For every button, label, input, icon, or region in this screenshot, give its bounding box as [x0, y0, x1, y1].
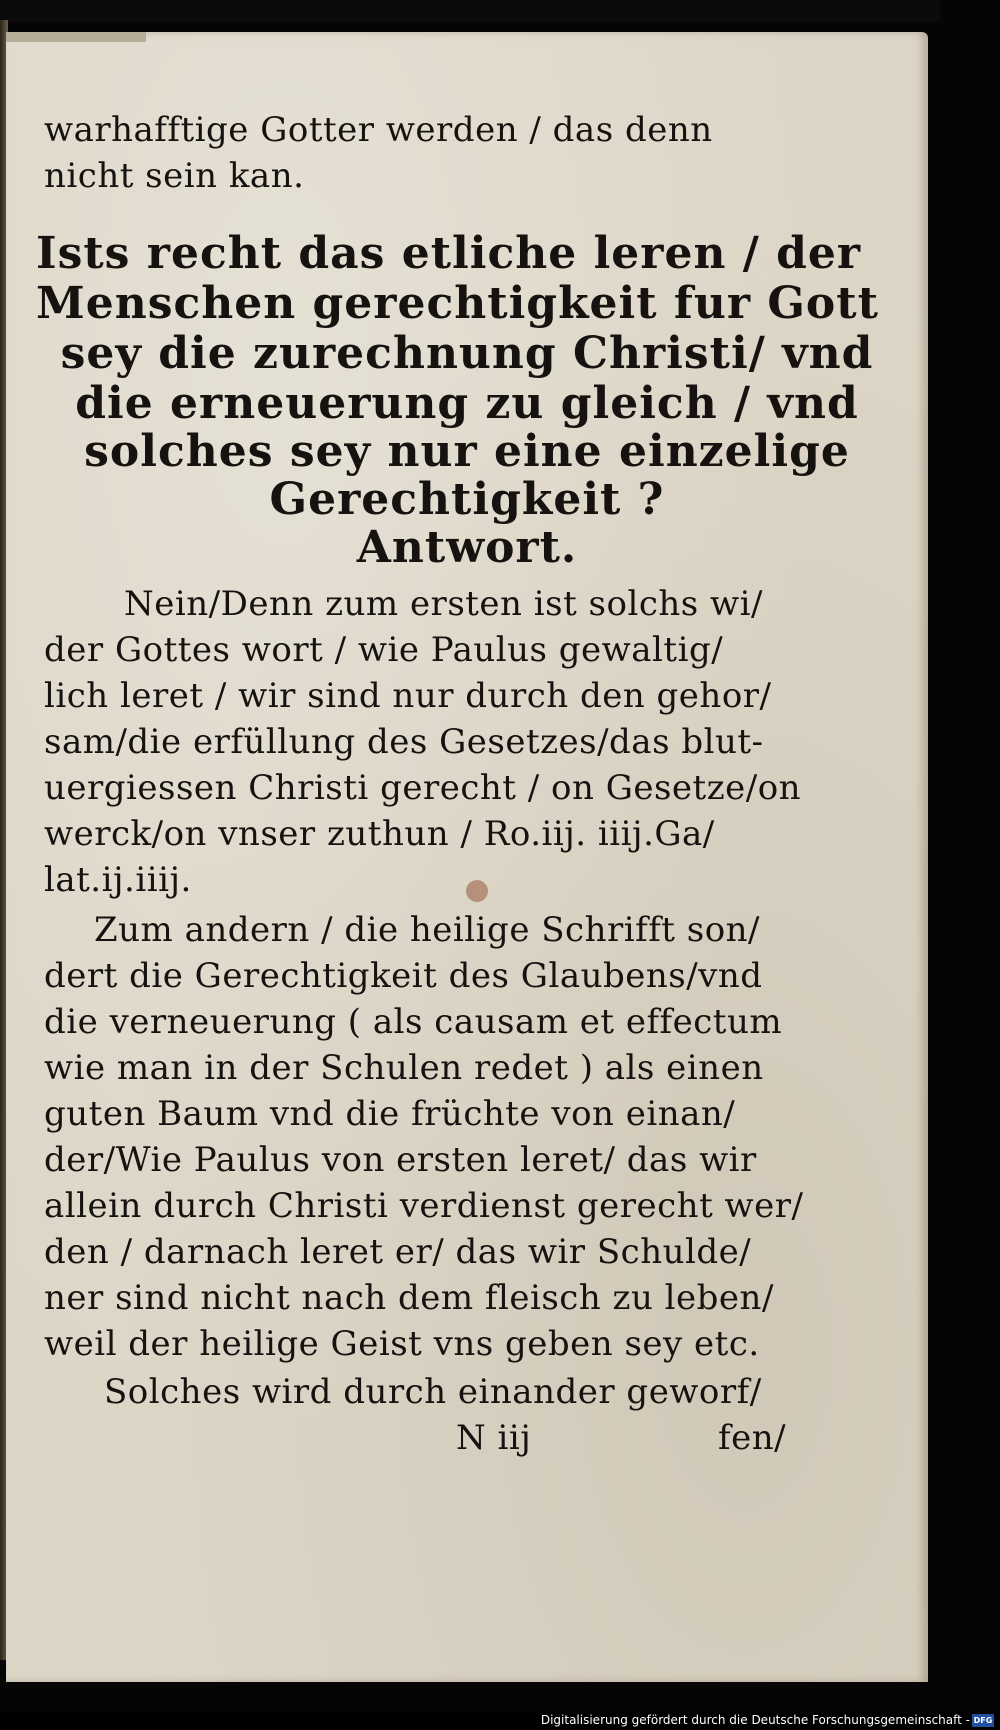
digitization-credit: Digitalisierung gefördert durch die Deutsche Forschungsgemeinschaft - [540, 1713, 970, 1727]
paragraph-line: uergiessen Christi gerecht / on Gesetze/on [44, 768, 802, 808]
page-corner [6, 32, 146, 42]
paragraph-line: Zum andern / die heilige Schrifft son/ [94, 910, 761, 950]
paragraph-line: ner sind nicht nach dem fleisch zu leben/ [44, 1278, 774, 1318]
heading-line: Menschen gerechtigkeit fur Gott [36, 278, 879, 329]
book-page [6, 32, 928, 1682]
heading-line: sey die zurechnung Christi/ vnd [60, 328, 874, 379]
paragraph-line: werck/on vnser zuthun / Ro.iij. iiij.Ga/ [44, 814, 715, 854]
paragraph-line: weil der heilige Geist vns geben sey etc. [44, 1324, 760, 1364]
paragraph-line: lat.ij.iiij. [44, 860, 192, 900]
paragraph-line: der/Wie Paulus von ersten leret/ das wir [44, 1140, 757, 1180]
heading-line: Gerechtigkeit ? [269, 474, 665, 525]
paragraph-line: Nein/Denn zum ersten ist solchs wi/ [124, 584, 763, 624]
paragraph-line: allein durch Christi verdienst gerecht wer/ [44, 1186, 804, 1226]
paragraph-line: die verneuerung ( als causam et effectum [44, 1002, 783, 1042]
scan-top-edge [0, 0, 940, 22]
paragraph-line: Solches wird durch einander geworf/ [104, 1372, 762, 1412]
heading-line: Ists recht das etliche leren / der [36, 228, 862, 279]
dfg-logo: DFG [973, 1716, 993, 1725]
heading-line: die erneuerung zu gleich / vnd [75, 378, 859, 429]
paragraph-line: dert die Gerechtigkeit des Glaubens/vnd [44, 956, 763, 996]
signature-mark: N iij [456, 1418, 532, 1458]
catchword: fen/ [718, 1418, 787, 1458]
paragraph-line: lich leret / wir sind nur durch den gehor/ [44, 676, 772, 716]
paragraph-line: wie man in der Schulen redet ) als einen [44, 1048, 764, 1088]
paragraph-line: sam/die erfüllung des Gesetzes/das blut- [44, 722, 764, 762]
paragraph-line: guten Baum vnd die früchte von einan/ [44, 1094, 736, 1134]
ink-stain [466, 880, 488, 902]
paragraph-line: den / darnach leret er/ das wir Schulde/ [44, 1232, 752, 1272]
heading-line: solches sey nur eine einzelige [84, 426, 850, 477]
paragraph-line: der Gottes wort / wie Paulus gewaltig/ [44, 630, 724, 670]
heading-answer: Antwort. [356, 522, 578, 573]
continuation-line: nicht sein kan. [44, 156, 305, 196]
continuation-line: warhafftige Gotter werden / das denn [44, 110, 713, 150]
